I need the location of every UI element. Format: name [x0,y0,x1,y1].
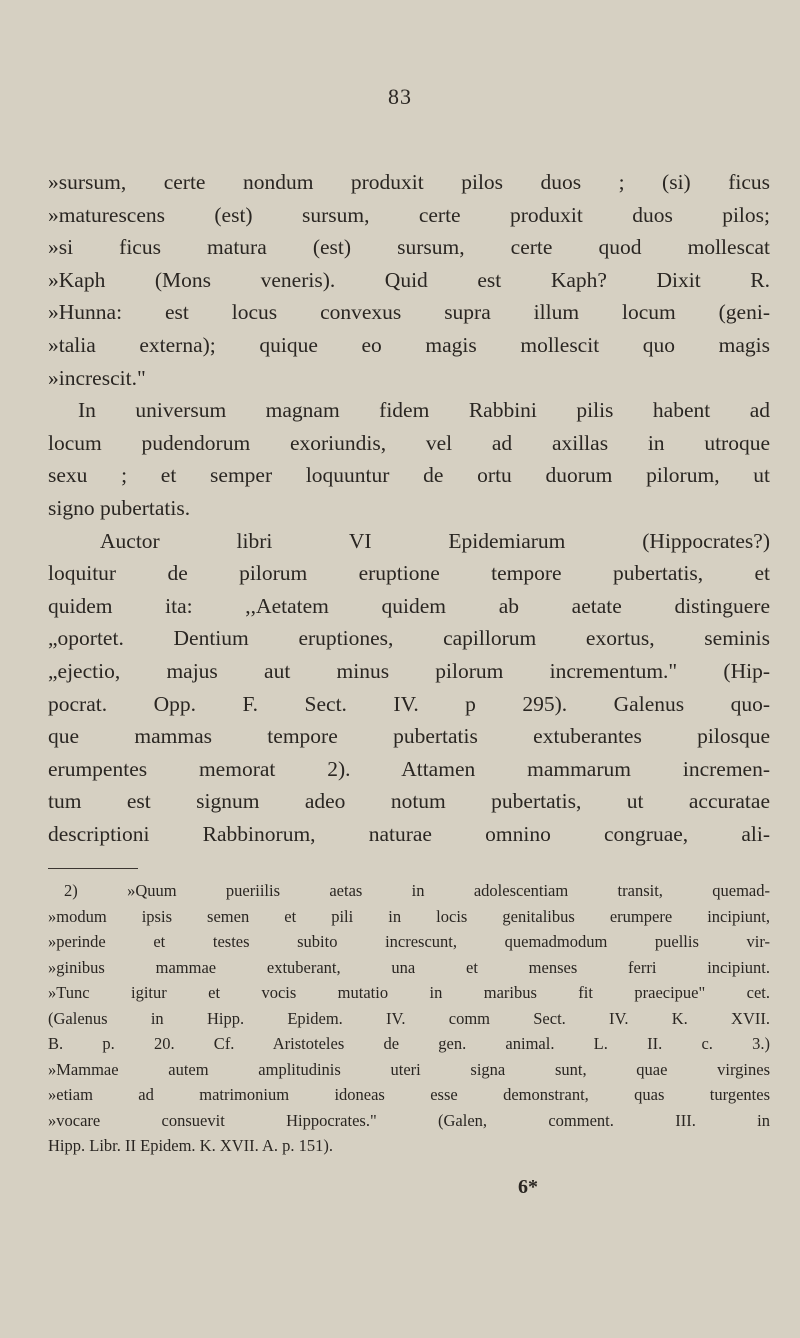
text-line: In universum magnam fidem Rabbini pilis habent ad [78,398,770,423]
footnote-line: Hipp. Libr. II Epidem. K. XVII. A. p. 151). [48,1136,334,1155]
footnote-line: (Galenus in Hipp. Epidem. IV. comm Sect. IV. K. XVII. [48,1008,770,1028]
footnote-block [48,878,770,1159]
main-text-block [48,166,770,850]
page-number: 83 [388,84,412,109]
text-line: descriptioni Rabbinorum, naturae omnino congruae, ali- [48,821,770,846]
text-line: Auctor libri VI Epidemiarum (Hippocrates?) [100,528,770,553]
text-line: »Kaph (Mons veneris). Quid est Kaph? Dixit R. [48,267,770,292]
text-line: „oportet. Dentium eruptiones, capillorum exortus, seminis [48,626,770,651]
text-line: »si ficus matura (est) sursum, certe quod mollescat [48,235,770,260]
text-line: „ejectio, majus aut minus pilorum incrementum." (Hip- [48,658,770,683]
text-line: »maturescens (est) sursum, certe produxit duos pilos; [48,202,770,227]
footnote-line: »perinde et testes subito increscunt, quemadmodum puellis vir- [48,932,770,951]
text-line: »Hunna: est locus convexus supra illum locum (geni- [48,300,770,325]
text-line: tum est signum adeo notum pubertatis, ut accuratae [48,789,770,814]
text-line: loquitur de pilorum eruptione tempore pubertatis, et [48,561,770,586]
signature-mark: 6* [518,1176,538,1198]
text-line: signo pubertatis. [48,495,191,520]
footnote-line: »etiam ad matrimonium idoneas esse demonstrant, quas turgentes [48,1085,770,1104]
text-line: »increscit." [48,365,146,390]
text-line: quidem ita: ,,Aetatem quidem ab aetate distinguere [48,593,770,618]
text-line: locum pudendorum exoriundis, vel ad axillas in utroque [48,430,770,455]
text-line: sexu ; et semper loquuntur de ortu duorum pilorum, ut [48,463,770,488]
footnote-line: »modum ipsis semen et pili in locis genitalibus erumpere incipiunt, [48,906,770,926]
text-line: que mammas tempore pubertatis extuberantes pilosque [48,724,770,749]
footnote-line: »Mammae autem amplitudinis uteri signa sunt, quae virgines [48,1059,770,1079]
footnote-line: 2) »Quum pueriilis aetas in adolescentiam transit, quemad- [64,881,770,900]
footnote-line: B. p. 20. Cf. Aristoteles de gen. animal. L. II. c. 3.) [48,1034,770,1053]
text-line: erumpentes memorat 2). Attamen mammarum incremen- [48,756,770,781]
footnote-divider [48,868,138,869]
footnote-line: »vocare consuevit Hippocrates." (Galen, comment. III. in [48,1110,770,1130]
footnote-line: »ginibus mammae extuberant, una et menses ferri incipiunt. [48,957,770,977]
text-line: pocrat. Opp. F. Sect. IV. p 295). Galenus quo- [48,691,770,716]
text-line: »sursum, certe nondum produxit pilos duos ; (si) ficus [48,170,770,194]
text-line: »talia externa); quique eo magis mollescit quo magis [48,332,770,357]
footnote-line: »Tunc igitur et vocis mutatio in maribus fit praecipue" cet. [48,983,770,1002]
